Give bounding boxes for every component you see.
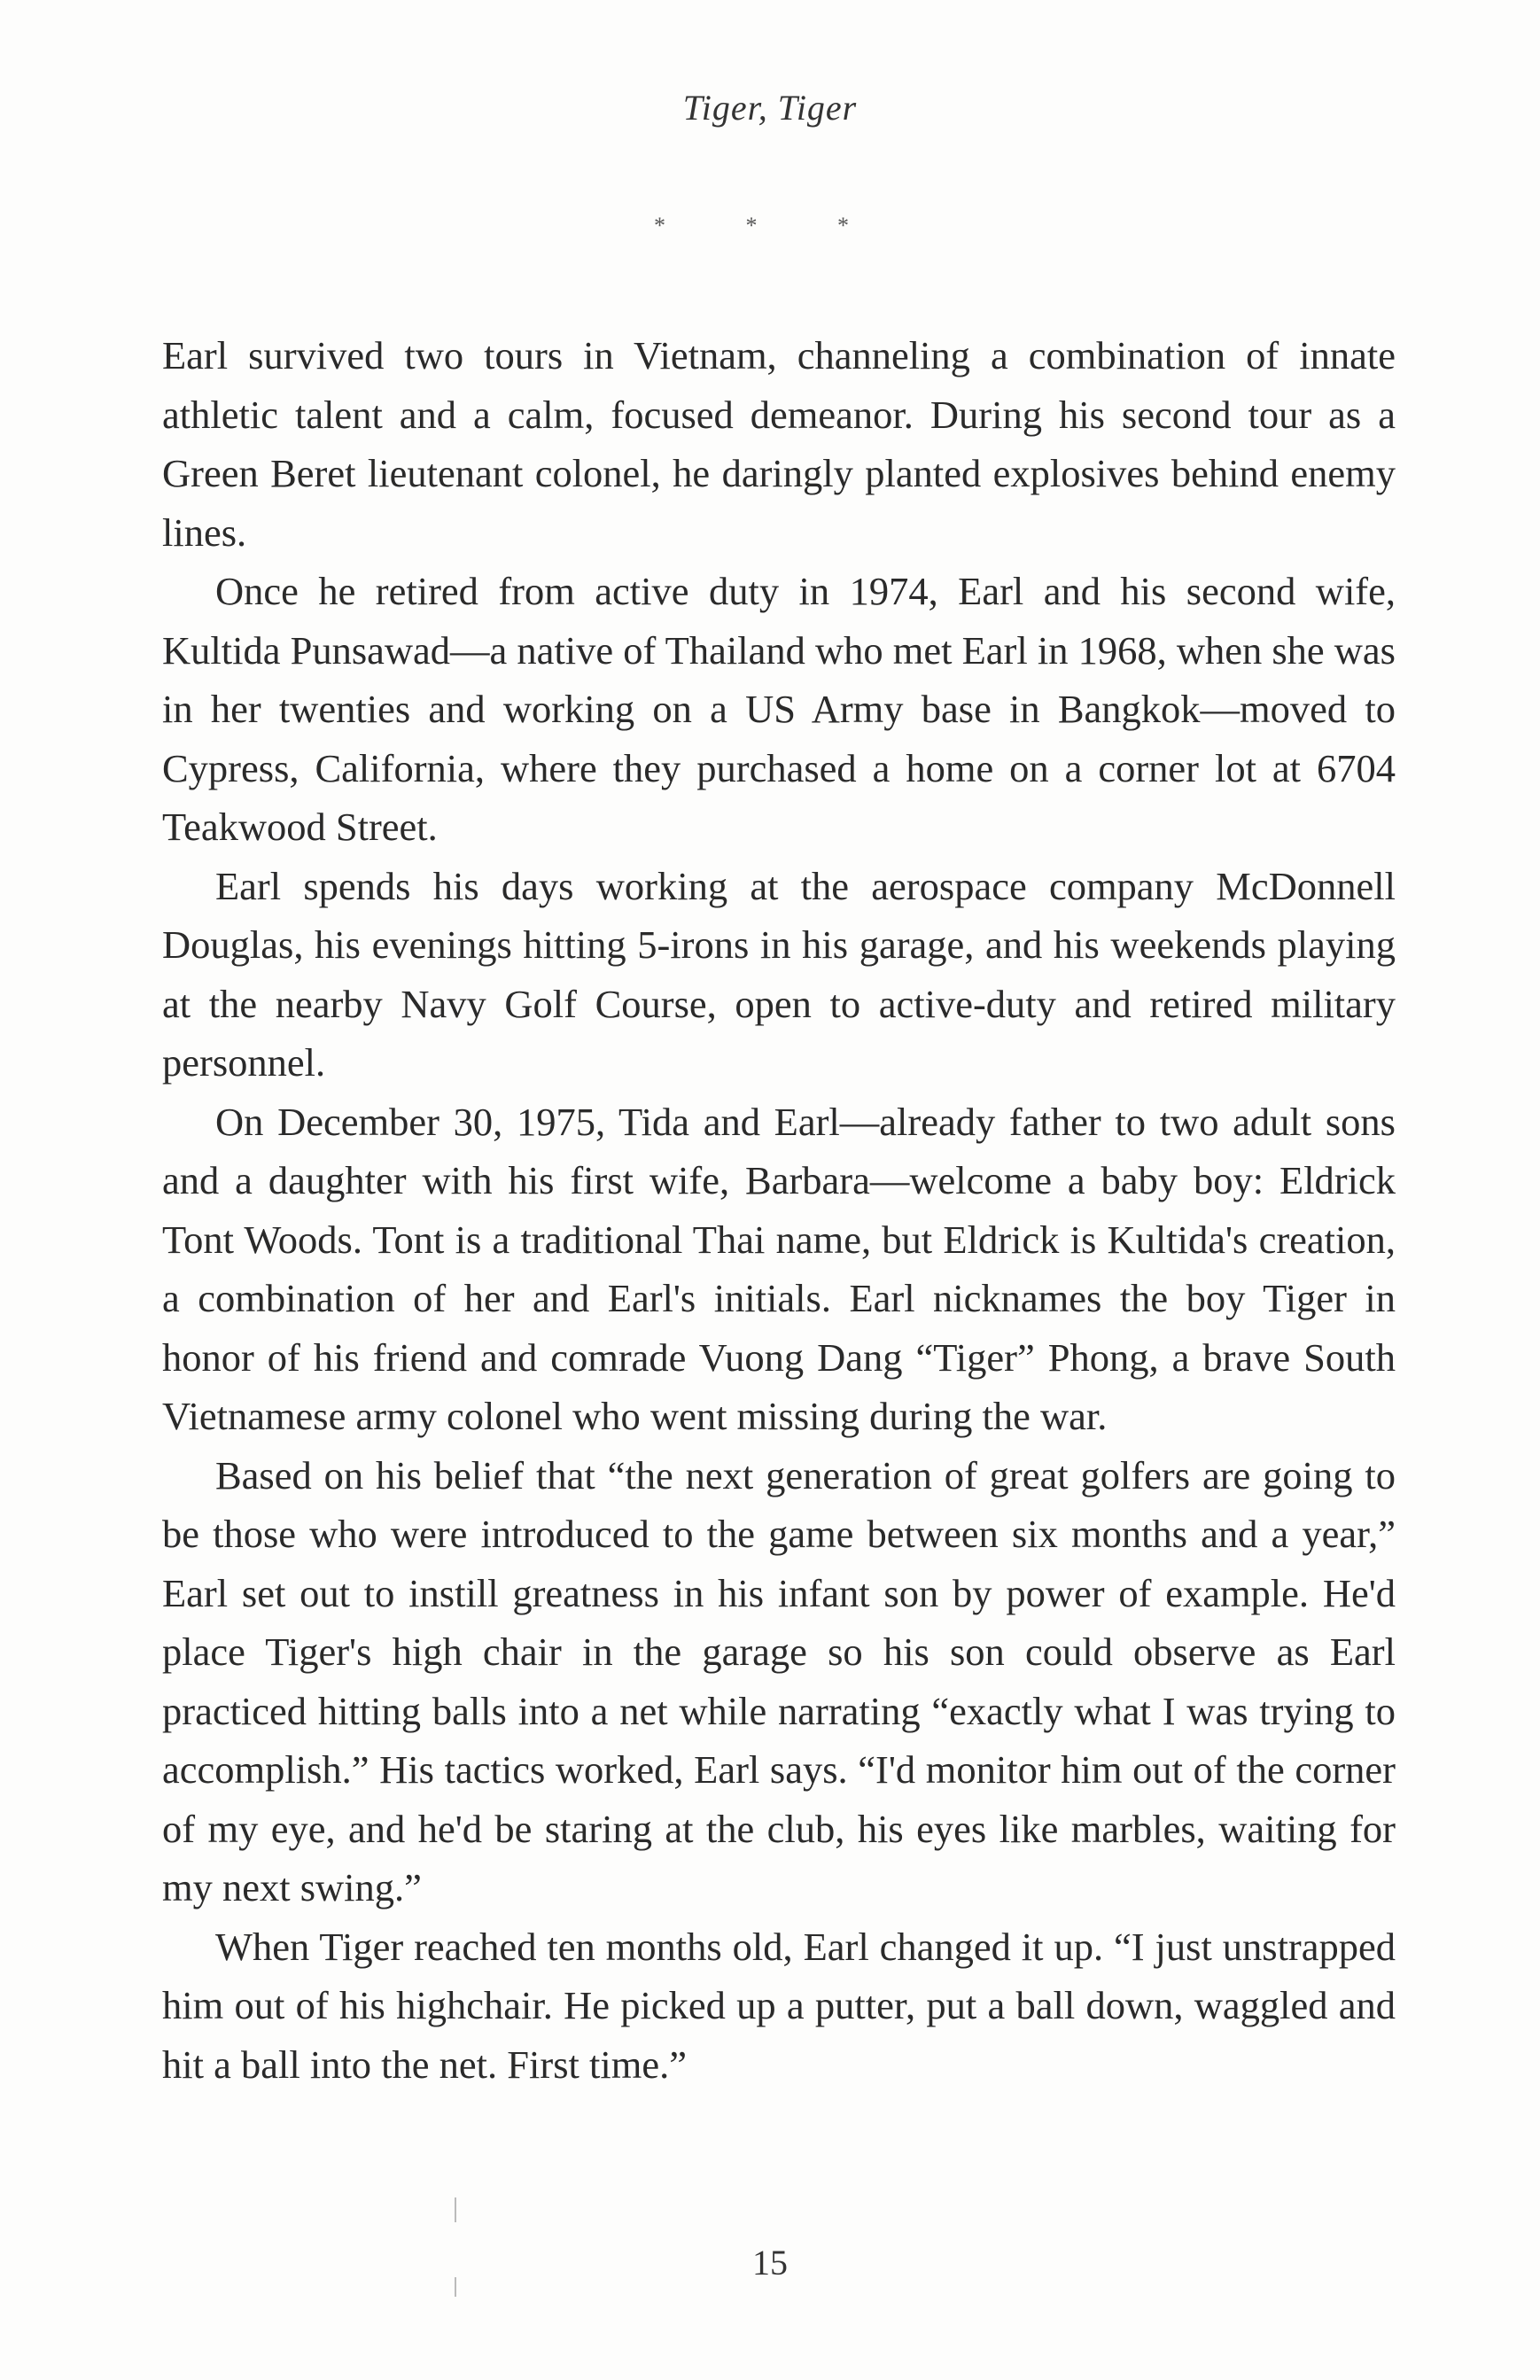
paragraph: Earl survived two tours in Vietnam, channeling a combination of innate athletic talent and a calm, focused demeanor. During his second tour as a Green Beret lieutenant colonel, he daringly planted explosives behind enemy lines.: [162, 333, 1396, 555]
paragraph: Once he retired from active duty in 1974, Earl and his second wife, Kultida Punsawad—a native of Thailand who met Earl in 1968, when she was in her twenties and working on a US Army base in Bangkok—moved to Cypress, California, where they purchased a home on a corner lot at 6704 Teakwood Street.: [162, 569, 1396, 849]
scan-mark: [455, 2197, 456, 2222]
page-number: 15: [752, 2243, 788, 2283]
running-head: Tiger, Tiger: [682, 88, 858, 128]
body-text: [162, 326, 1396, 2094]
section-break-ornament: * * *: [654, 213, 886, 238]
paragraph: When Tiger reached ten months old, Earl changed it up. “I just unstrapped him out of his highchair. He picked up a putter, put a ball down, waggled and hit a ball into the net. First time.”: [162, 1924, 1396, 2087]
paragraph: Based on his belief that “the next generation of great golfers are going to be those who were introduced to the game between six months and a year,” Earl set out to instill greatness in his infant son by power of example. He'd place Tiger's high chair in the garage so his son could observe as Earl practiced hitting balls into a net while narrating “exactly what I was trying to accomplish.” His tactics worked, Earl says. “I'd monitor him out of the corner of my eye, and he'd be staring at the club, his eyes like marbles, waiting for my next swing.”: [162, 1452, 1396, 1909]
paragraph: On December 30, 1975, Tida and Earl—already father to two adult sons and a daughter with his first wife, Barbara—welcome a baby boy: Eldrick Tont Woods. Tont is a traditional Thai name, but Eldrick is Kultida's creation, a combination of her and Earl's initials. Earl nicknames the boy Tiger in honor of his friend and comrade Vuong Dang “Tiger” Phong, a brave South Vietnamese army colonel who went missing during the war.: [162, 1099, 1396, 1438]
paragraph: Earl spends his days working at the aerospace company McDonnell Douglas, his evenings hitting 5-irons in his garage, and his weekends playing at the nearby Navy Golf Course, open to active-duty and retired military personnel.: [162, 863, 1396, 1085]
